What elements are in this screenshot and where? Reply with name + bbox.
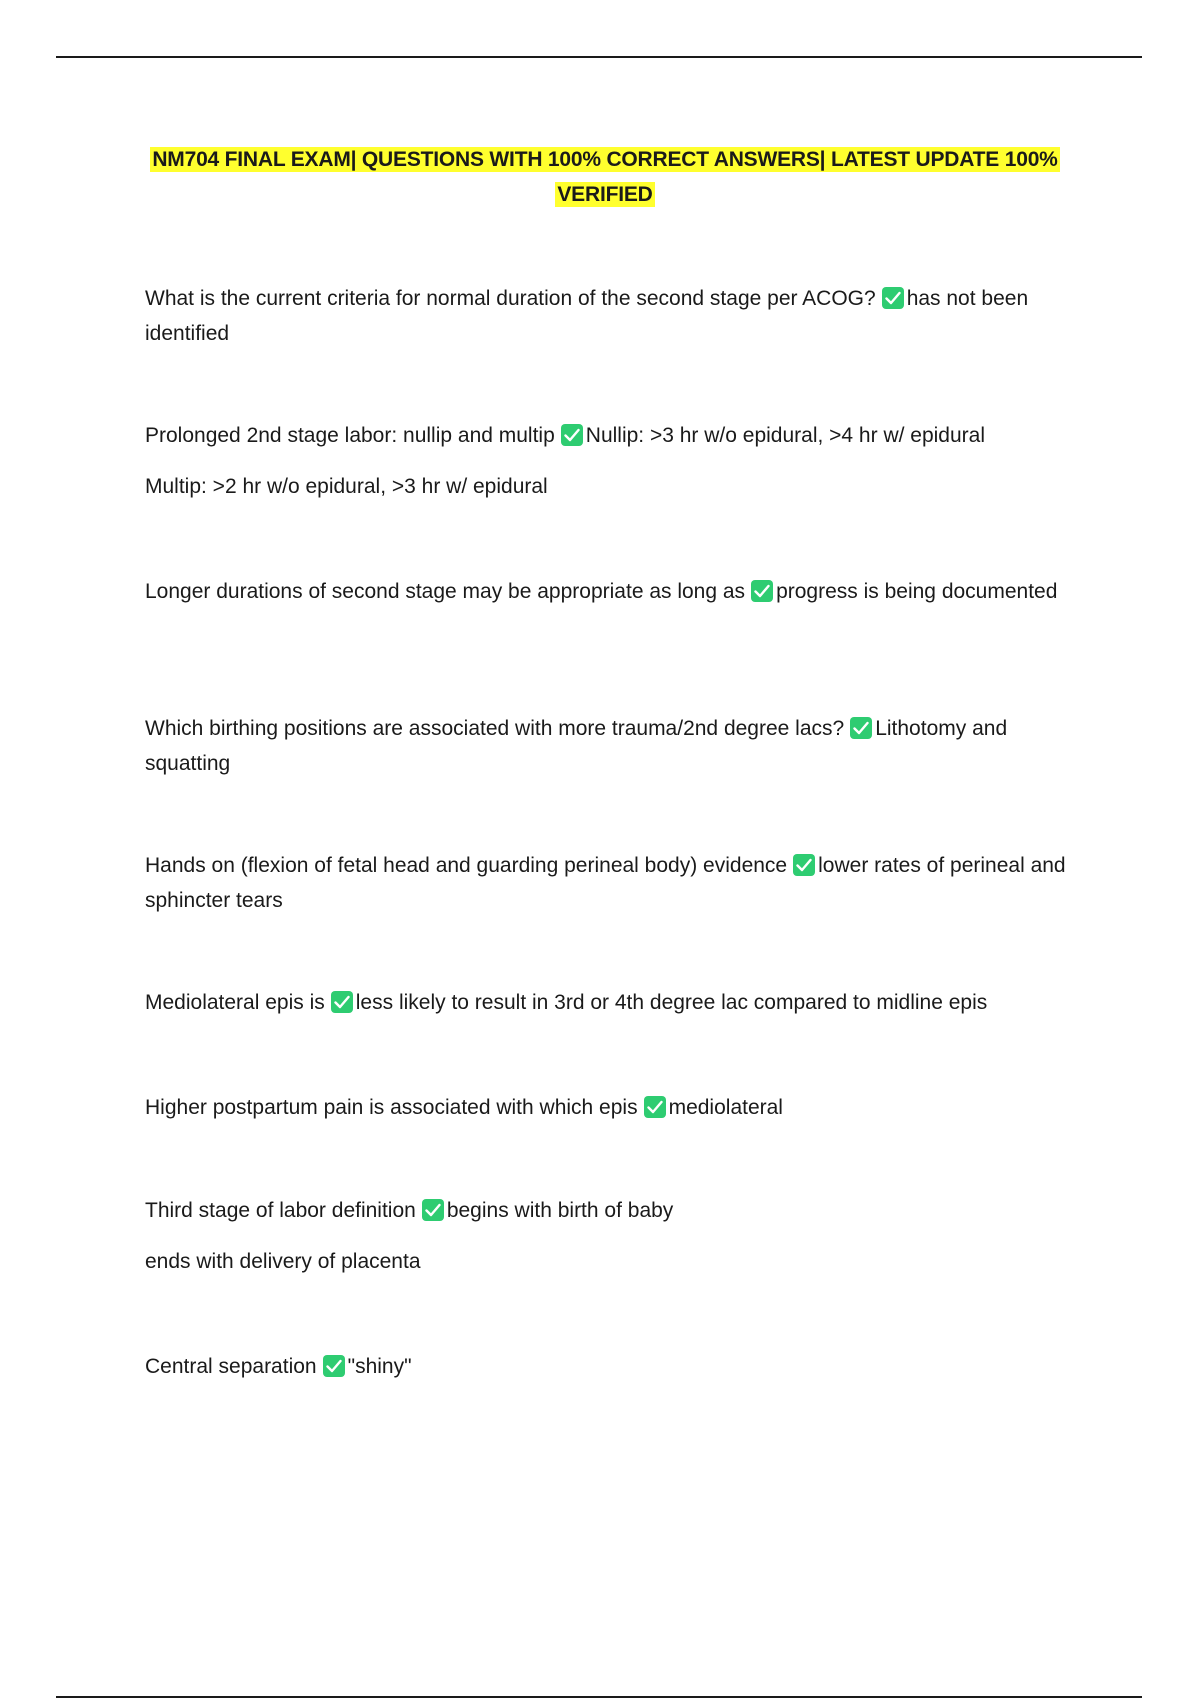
question-text: Which birthing positions are associated with more trauma/2nd degree lacs? bbox=[145, 717, 845, 740]
check-icon bbox=[644, 1096, 666, 1118]
answer-continuation: Multip: >2 hr w/o epidural, >3 hr w/ epidural bbox=[145, 475, 548, 498]
check-icon bbox=[323, 1355, 345, 1377]
answer-text: Nullip: >3 hr w/o epidural, >4 hr w/ epidural bbox=[585, 424, 985, 447]
check-icon bbox=[422, 1199, 444, 1221]
question-text: Prolonged 2nd stage labor: nullip and multip bbox=[145, 424, 555, 447]
check-icon bbox=[561, 424, 583, 446]
check-icon bbox=[882, 287, 904, 309]
qa-item-4 bbox=[145, 711, 1095, 781]
answer-text: mediolateral bbox=[668, 1096, 783, 1119]
qa-item-6 bbox=[145, 985, 1095, 1020]
check-icon bbox=[331, 991, 353, 1013]
bottom-rule bbox=[56, 1696, 1142, 1698]
top-rule bbox=[56, 56, 1142, 58]
document-title bbox=[145, 142, 1065, 212]
check-icon bbox=[751, 580, 773, 602]
answer-text: "shiny" bbox=[347, 1355, 412, 1378]
question-text: Hands on (flexion of fetal head and guarding perineal body) evidence bbox=[145, 854, 788, 877]
qa-item-8 bbox=[145, 1193, 1095, 1279]
answer-text: has not been identified bbox=[145, 287, 1029, 345]
answer-text: Lithotomy and squatting bbox=[145, 717, 1008, 775]
question-text: Third stage of labor definition bbox=[145, 1199, 416, 1222]
answer-text: lower rates of perineal and sphincter tears bbox=[145, 854, 1066, 912]
question-text: Mediolateral epis is bbox=[145, 991, 325, 1014]
question-text: Longer durations of second stage may be appropriate as long as bbox=[145, 580, 746, 603]
qa-item-9 bbox=[145, 1349, 1095, 1384]
answer-text: begins with birth of baby bbox=[446, 1199, 674, 1222]
qa-item-2 bbox=[145, 418, 1095, 504]
answer-text: less likely to result in 3rd or 4th degree lac compared to midline epis bbox=[355, 991, 988, 1014]
qa-item-3 bbox=[145, 574, 1095, 609]
check-icon bbox=[850, 717, 872, 739]
qa-item-5 bbox=[145, 848, 1095, 918]
check-icon bbox=[793, 854, 815, 876]
question-text: What is the current criteria for normal duration of the second stage per ACOG? bbox=[145, 287, 876, 310]
question-text: Central separation bbox=[145, 1355, 317, 1378]
qa-item-7 bbox=[145, 1090, 1095, 1125]
answer-text: progress is being documented bbox=[776, 580, 1058, 603]
qa-item-1 bbox=[145, 281, 1095, 351]
question-text: Higher postpartum pain is associated with which epis bbox=[145, 1096, 638, 1119]
title-highlight: NM704 FINAL EXAM| QUESTIONS WITH 100% CORRECT ANSWERS| LATEST UPDATE 100% VERIFIED bbox=[152, 148, 1058, 206]
answer-continuation: ends with delivery of placenta bbox=[145, 1250, 421, 1273]
